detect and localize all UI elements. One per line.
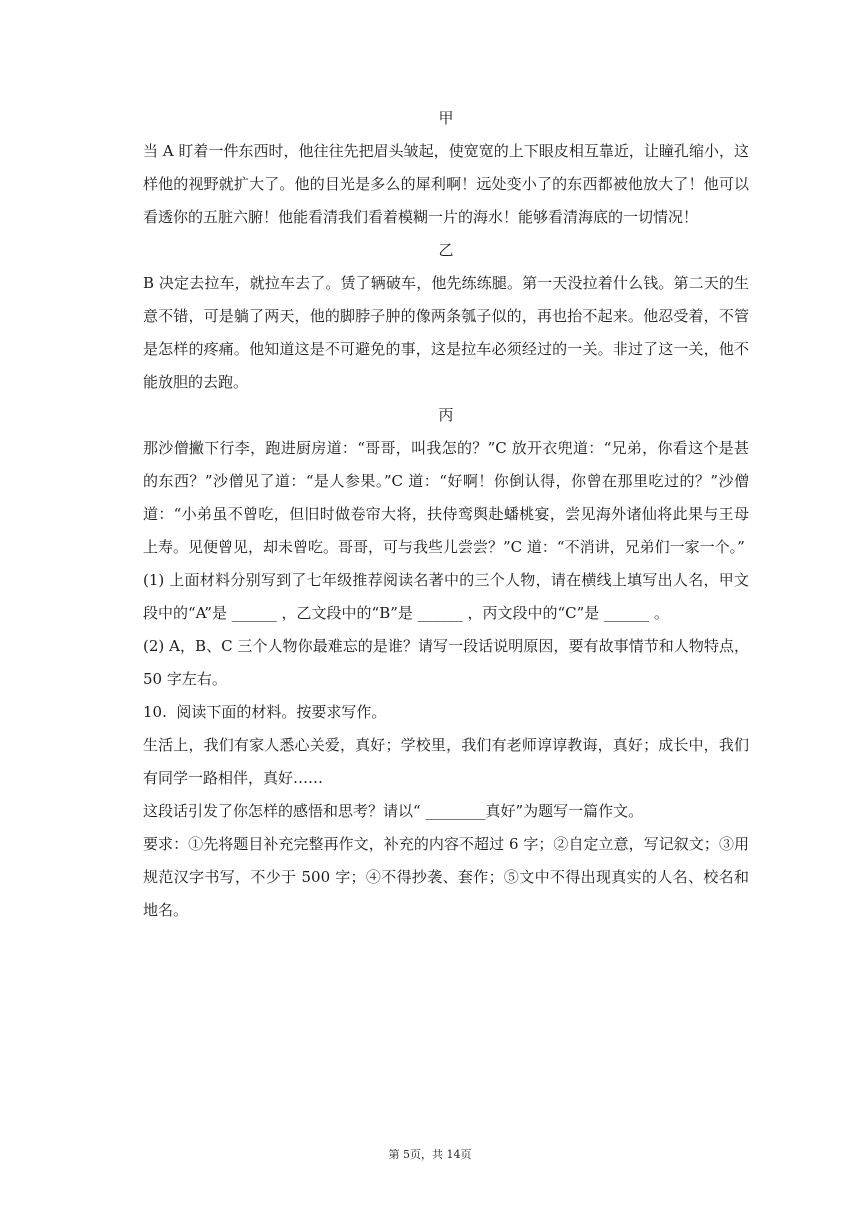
page-footer: 第 5页，共 14页 (388, 1148, 472, 1161)
question-2-text: A，B、C 三个人物你最难忘的是谁？请写一段话说明原因，要有故事情节和人物特点，50 字左右。 (143, 637, 749, 688)
question-1-number: (1) (143, 571, 165, 589)
answer-blank-b[interactable]: ______ (417, 604, 463, 622)
question-1-part3: ，丙文段中的“C”是 (467, 604, 600, 622)
item-10-number: 10. (143, 703, 167, 721)
item-10-prompt: 这段话引发了你怎样的感悟和思考？请以“ ________真好”为题写一篇作文。 (143, 802, 644, 820)
answer-blank-c[interactable]: ______ (604, 604, 650, 622)
item-10-material: 生活上，我们有家人悉心关爱，真好；学校里，我们有老师谆谆教诲，真好；成长中，我们有同学一路相伴，真好…… (143, 736, 749, 787)
document-body (143, 102, 749, 927)
item-10-requirements: 要求：①先将题目补充完整再作文，补充的内容不超过 6 字；②自定立意，写记叙文；③用规范汉字书写，不少于 500 字；④不得抄袭、套作；⑤文中不得出现真实的人名、校名和地名。 (143, 835, 749, 919)
question-2-number: (2) (143, 637, 165, 655)
passage-jia: 当 A 盯着一件东西时，他往往先把眉头皱起，使宽宽的上下眼皮相互靠近，让瞳孔缩小，这样他的视野就扩大了。他的目光是多么的犀利啊！远处变小了的东西都被他放大了！他可以看透你的五脏六腑！他能看清我们看着模糊一片的海水！能够看清海底的一切情况！ (143, 142, 749, 226)
passage-bing: 那沙僧撇下行李，跑进厨房道：“哥哥，叫我怎的？”C 放开衣兜道：“兄弟，你看这个是甚的东西？”沙僧见了道：“是人参果。”C 道：“好啊！你倒认得，你曾在那里吃过的？”沙僧道：“小弟虽不曾吃，但旧时做卷帘大将，扶侍鸾舆赴蟠桃宴，尝见海外诸仙将此果与王母上寿。见便曾见，却未曾吃。哥哥，可与我些儿尝尝？”C 道：“不消讲，兄弟们一家一个。” (143, 439, 749, 556)
question-1-part4: 。 (653, 604, 669, 622)
item-10-title-text: 阅读下面的材料。按要求写作。 (176, 703, 387, 721)
question-1-part1: 上面材料分别写到了七年级推荐阅读名著中的三个人物，请在横线上填写出人名，甲文段中的“A”是 (143, 571, 749, 622)
question-2 (143, 630, 749, 696)
section-heading-bing: 丙 (438, 406, 454, 424)
answer-blank-a[interactable]: ______ (231, 604, 277, 622)
question-1 (143, 564, 749, 630)
passage-yi: B 决定去拉车，就拉车去了。赁了辆破车，他先练练腿。第一天没拉着什么钱。第二天的生意不错，可是躺了两天，他的脚脖子肿的像两条瓠子似的，再也抬不起来。他忍受着，不管是怎样的疼痛。他知道这是不可避免的事，这是拉车必须经过的一关。非过了这一关，他不能放胆的去跑。 (143, 274, 749, 391)
item-10-title (143, 696, 749, 729)
question-1-part2: ，乙文段中的“B”是 (281, 604, 413, 622)
section-heading-jia: 甲 (438, 109, 454, 127)
section-heading-yi: 乙 (438, 241, 454, 259)
